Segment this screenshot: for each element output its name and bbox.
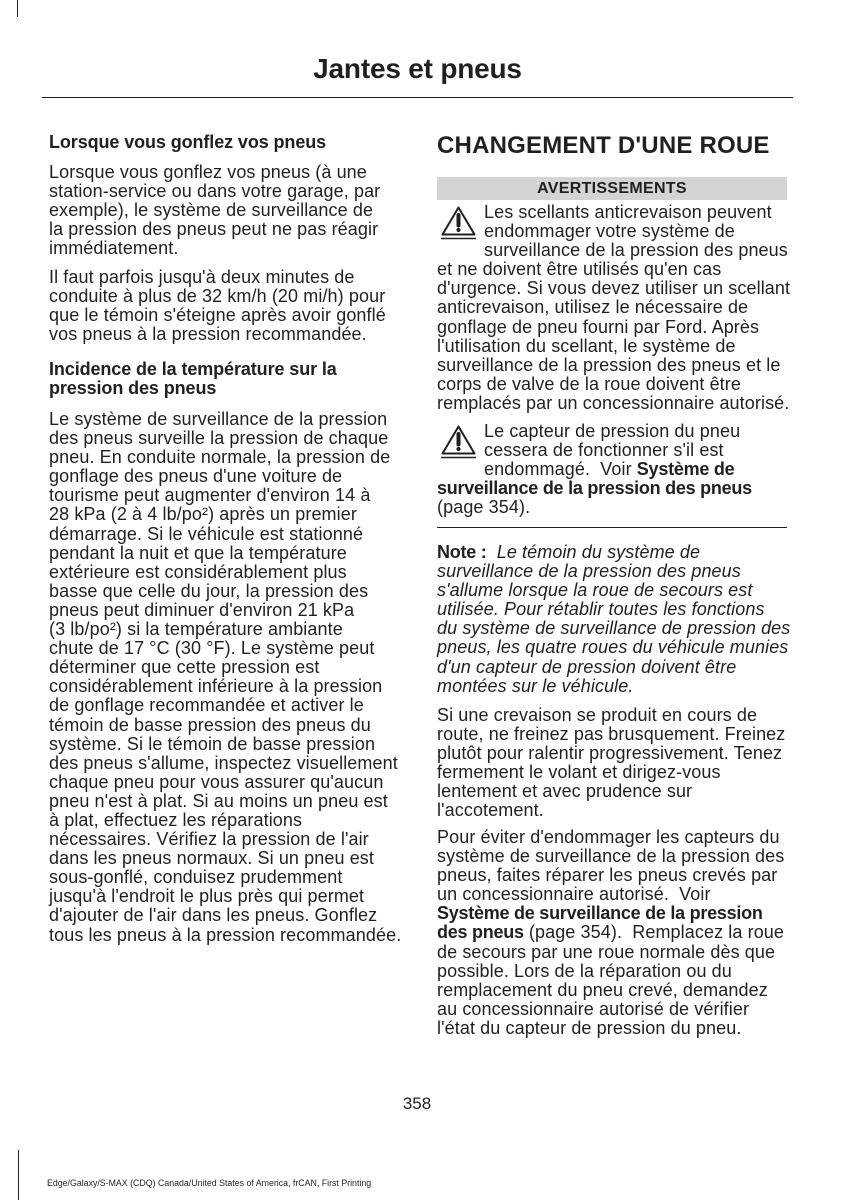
text-line: pneu. En conduite normale, la pression de [49, 447, 391, 468]
section-heading-temperature [49, 360, 401, 398]
text-line: Il faut parfois jusqu'à deux minutes de [49, 267, 355, 287]
text-line: utilisée. Pour rétablir toutes les fonctions [437, 599, 765, 620]
text-line: immédiatement. [49, 238, 179, 259]
crop-mark-top-left [17, 0, 18, 17]
text-line: s'allume lorsque la roue de secours est [437, 580, 753, 601]
text-line: jusqu'à l'endroit le plus près qui permet [49, 886, 365, 907]
text-line: de secours par une roue normale dès que [437, 941, 776, 962]
text-line: exemple), le système de surveillance de [49, 200, 374, 221]
text-line: au concessionnaire autorisé de vérifier [437, 998, 750, 1019]
text-line: tous les pneus à la pression recommandée. [49, 924, 402, 945]
text-line: l'état du capteur de pression du pneu. [437, 1017, 742, 1038]
section-heading-inflating: Lorsque vous gonflez vos pneus [49, 132, 327, 152]
text-line [437, 543, 787, 562]
text-line: route, ne freinez pas brusquement. Freinez [437, 724, 786, 745]
text-line: un concessionnaire autorisé. Voir [437, 884, 711, 905]
cross-reference-link[interactable]: surveillance de la pression des pneus [437, 478, 752, 499]
text-line: pneu n'est à plat. Si au moins un pneu est [49, 790, 388, 811]
text-line: remplacement du pneu crevé, demandez [437, 979, 768, 1000]
warning-text [437, 202, 791, 413]
paragraph-inflating-2 [49, 268, 401, 344]
text-line: que le témoin s'éteigne après avoir gonflé [49, 305, 386, 326]
text-line: de gonflage recommandée et activer le [49, 695, 364, 716]
bold-label: Note : [437, 542, 487, 562]
text-line: endommager votre système de [484, 221, 735, 242]
warning-triangle-icon [440, 205, 477, 240]
text-line: montées sur le véhicule. [437, 675, 634, 696]
page-title: Jantes et pneus [313, 53, 522, 84]
text-line [437, 904, 787, 923]
text-line: considérablement inférieure à la pression [49, 676, 383, 697]
text-line: chaque pneu pour vous assurer qu'aucun [49, 771, 384, 792]
text-line: surveillance de la pression des pneus [437, 561, 741, 582]
text-line: Lorsque vous gonflez vos pneus (à une [49, 162, 367, 182]
text-line: gonflage de pneu fourni par Ford. Après [437, 316, 760, 337]
paragraph-puncture [437, 706, 787, 821]
text-line: cessera de fonctionner s'il est [484, 440, 724, 461]
text-line: système. Si le témoin de basse pression [49, 733, 376, 754]
text-line: chute de 17 °C (30 °F). Le système peut [49, 638, 375, 659]
text-line: l'accotement. [437, 800, 544, 821]
text-line: sous-gonflé, conduisez prudemment [49, 867, 343, 888]
paragraph-sensor-repair [437, 828, 787, 1038]
text-line: à plat, effectuez les réparations [49, 809, 303, 830]
warnings-header-bar [437, 177, 787, 200]
text-line: pression des pneus [49, 378, 217, 399]
text-line: démarrage. Si le véhicule est stationné [49, 523, 364, 544]
text-line [437, 479, 787, 498]
text-line: (page 354). [437, 497, 531, 518]
text-line: Pour éviter d'endommager les capteurs du [437, 827, 780, 847]
text-line: Si une crevaison se produit en cours de [437, 705, 758, 725]
header-rule [42, 97, 793, 98]
warnings-label: AVERTISSEMENTS [537, 180, 687, 197]
text-line: Le système de surveillance de la pression [49, 409, 388, 429]
text-span: (page 354). Remplacez la roue [523, 922, 785, 943]
warning-text [437, 422, 787, 517]
cross-reference-link[interactable]: Système de [636, 459, 735, 480]
text-line: (3 lb/po²) si la température ambiante [49, 619, 343, 640]
text-line: 28 kPa (2 à 4 lb/po²) après un premier [49, 504, 357, 525]
text-line: nécessaires. Vérifiez la pression de l'air [49, 829, 369, 850]
paragraph-inflating-1 [49, 163, 401, 258]
warning-item-sensor [437, 422, 787, 517]
warnings-end-rule [437, 527, 787, 528]
text-line: Le capteur de pression du pneu [484, 421, 741, 441]
text-line: pneus peut diminuer d'environ 21 kPa [49, 599, 355, 620]
text-line: Les scellants anticrevaison peuvent [484, 202, 772, 222]
warning-triangle-icon [440, 424, 477, 459]
crop-mark-bottom-left [18, 1150, 19, 1200]
text-line: possible. Lors de la réparation ou du [437, 960, 732, 981]
text-line: basse que celle du jour, la pression des [49, 580, 369, 601]
text-line: d'urgence. Si vous devez utiliser un scellant [437, 278, 791, 299]
text-line: lentement et avec prudence sur [437, 781, 693, 802]
page-number: 358 [402, 1094, 432, 1113]
text-line: vos pneus à la pression recommandée. [49, 324, 367, 345]
text-line: la pression des pneus peut ne pas réagir [49, 219, 379, 240]
text-line: l'utilisation du scellant, le système de [437, 335, 736, 356]
text-line: d'un capteur de pression doivent être [437, 656, 737, 677]
text-line: remplacés par un concessionnaire autorisé. [437, 392, 790, 413]
section-title-wheel-change: CHANGEMENT D'UNE ROUE [437, 132, 770, 159]
text-line: et ne doivent être utilisés qu'en cas [437, 259, 722, 280]
text-line: système de surveillance de la pression des [437, 846, 785, 867]
warning-item-sealant [437, 202, 791, 413]
text-line: témoin de basse pression des pneus du [49, 714, 371, 735]
text-line: tourisme peut augmenter d'environ 14 à [49, 485, 371, 506]
text-line: d'ajouter de l'air dans les pneus. Gonflez [49, 905, 378, 926]
text-line: fermement le volant et dirigez-vous [437, 762, 721, 783]
text-line: pendant la nuit et que la température [49, 542, 347, 563]
text-line: extérieure est considérablement plus [49, 561, 347, 582]
text-line: conduite à plus de 32 km/h (20 mi/h) pour [49, 286, 386, 307]
text-line: pneus, les quatre roues du véhicule munies [437, 637, 789, 658]
text-line: plutôt pour ralentir progressivement. Tenez [437, 743, 783, 764]
paragraph-temperature [49, 410, 401, 945]
text-line: surveillance de la pression des pneus [484, 240, 788, 261]
text-line: pneus, faites réparer les pneus crevés par [437, 865, 778, 886]
text-line: des pneus s'allume, inspectez visuellement [49, 752, 398, 773]
text-line: Incidence de la température sur la [49, 359, 337, 379]
text-span: Le témoin du système de [486, 542, 701, 562]
text-line: gonflage des pneus d'une voiture de [49, 466, 343, 487]
text-line: déterminer que cette pression est [49, 657, 320, 678]
note-block [437, 542, 791, 696]
text-line: anticrevaison, utilisez le nécessaire de [437, 297, 749, 318]
cross-reference-link[interactable]: Système de surveillance de la pression [437, 903, 763, 924]
text-line: dans les pneus normaux. Si un pneu est [49, 848, 375, 869]
text-line [437, 460, 787, 479]
text-line: station-service ou dans votre garage, par [49, 181, 381, 202]
text-line: corps de valve de la roue doivent être [437, 373, 741, 394]
cross-reference-link[interactable]: des pneus [437, 922, 524, 943]
text-line: surveillance de la pression des pneus et le [437, 354, 781, 375]
footer-edition-info: Edge/Galaxy/S-MAX (CDQ) Canada/United States of America, frCAN, First Printing [47, 1178, 372, 1188]
text-span: endommagé. Voir [484, 459, 637, 480]
text-line: des pneus surveille la pression de chaque [49, 428, 389, 449]
text-line [437, 923, 787, 942]
text-line: du système de surveillance de pression des [437, 618, 791, 639]
